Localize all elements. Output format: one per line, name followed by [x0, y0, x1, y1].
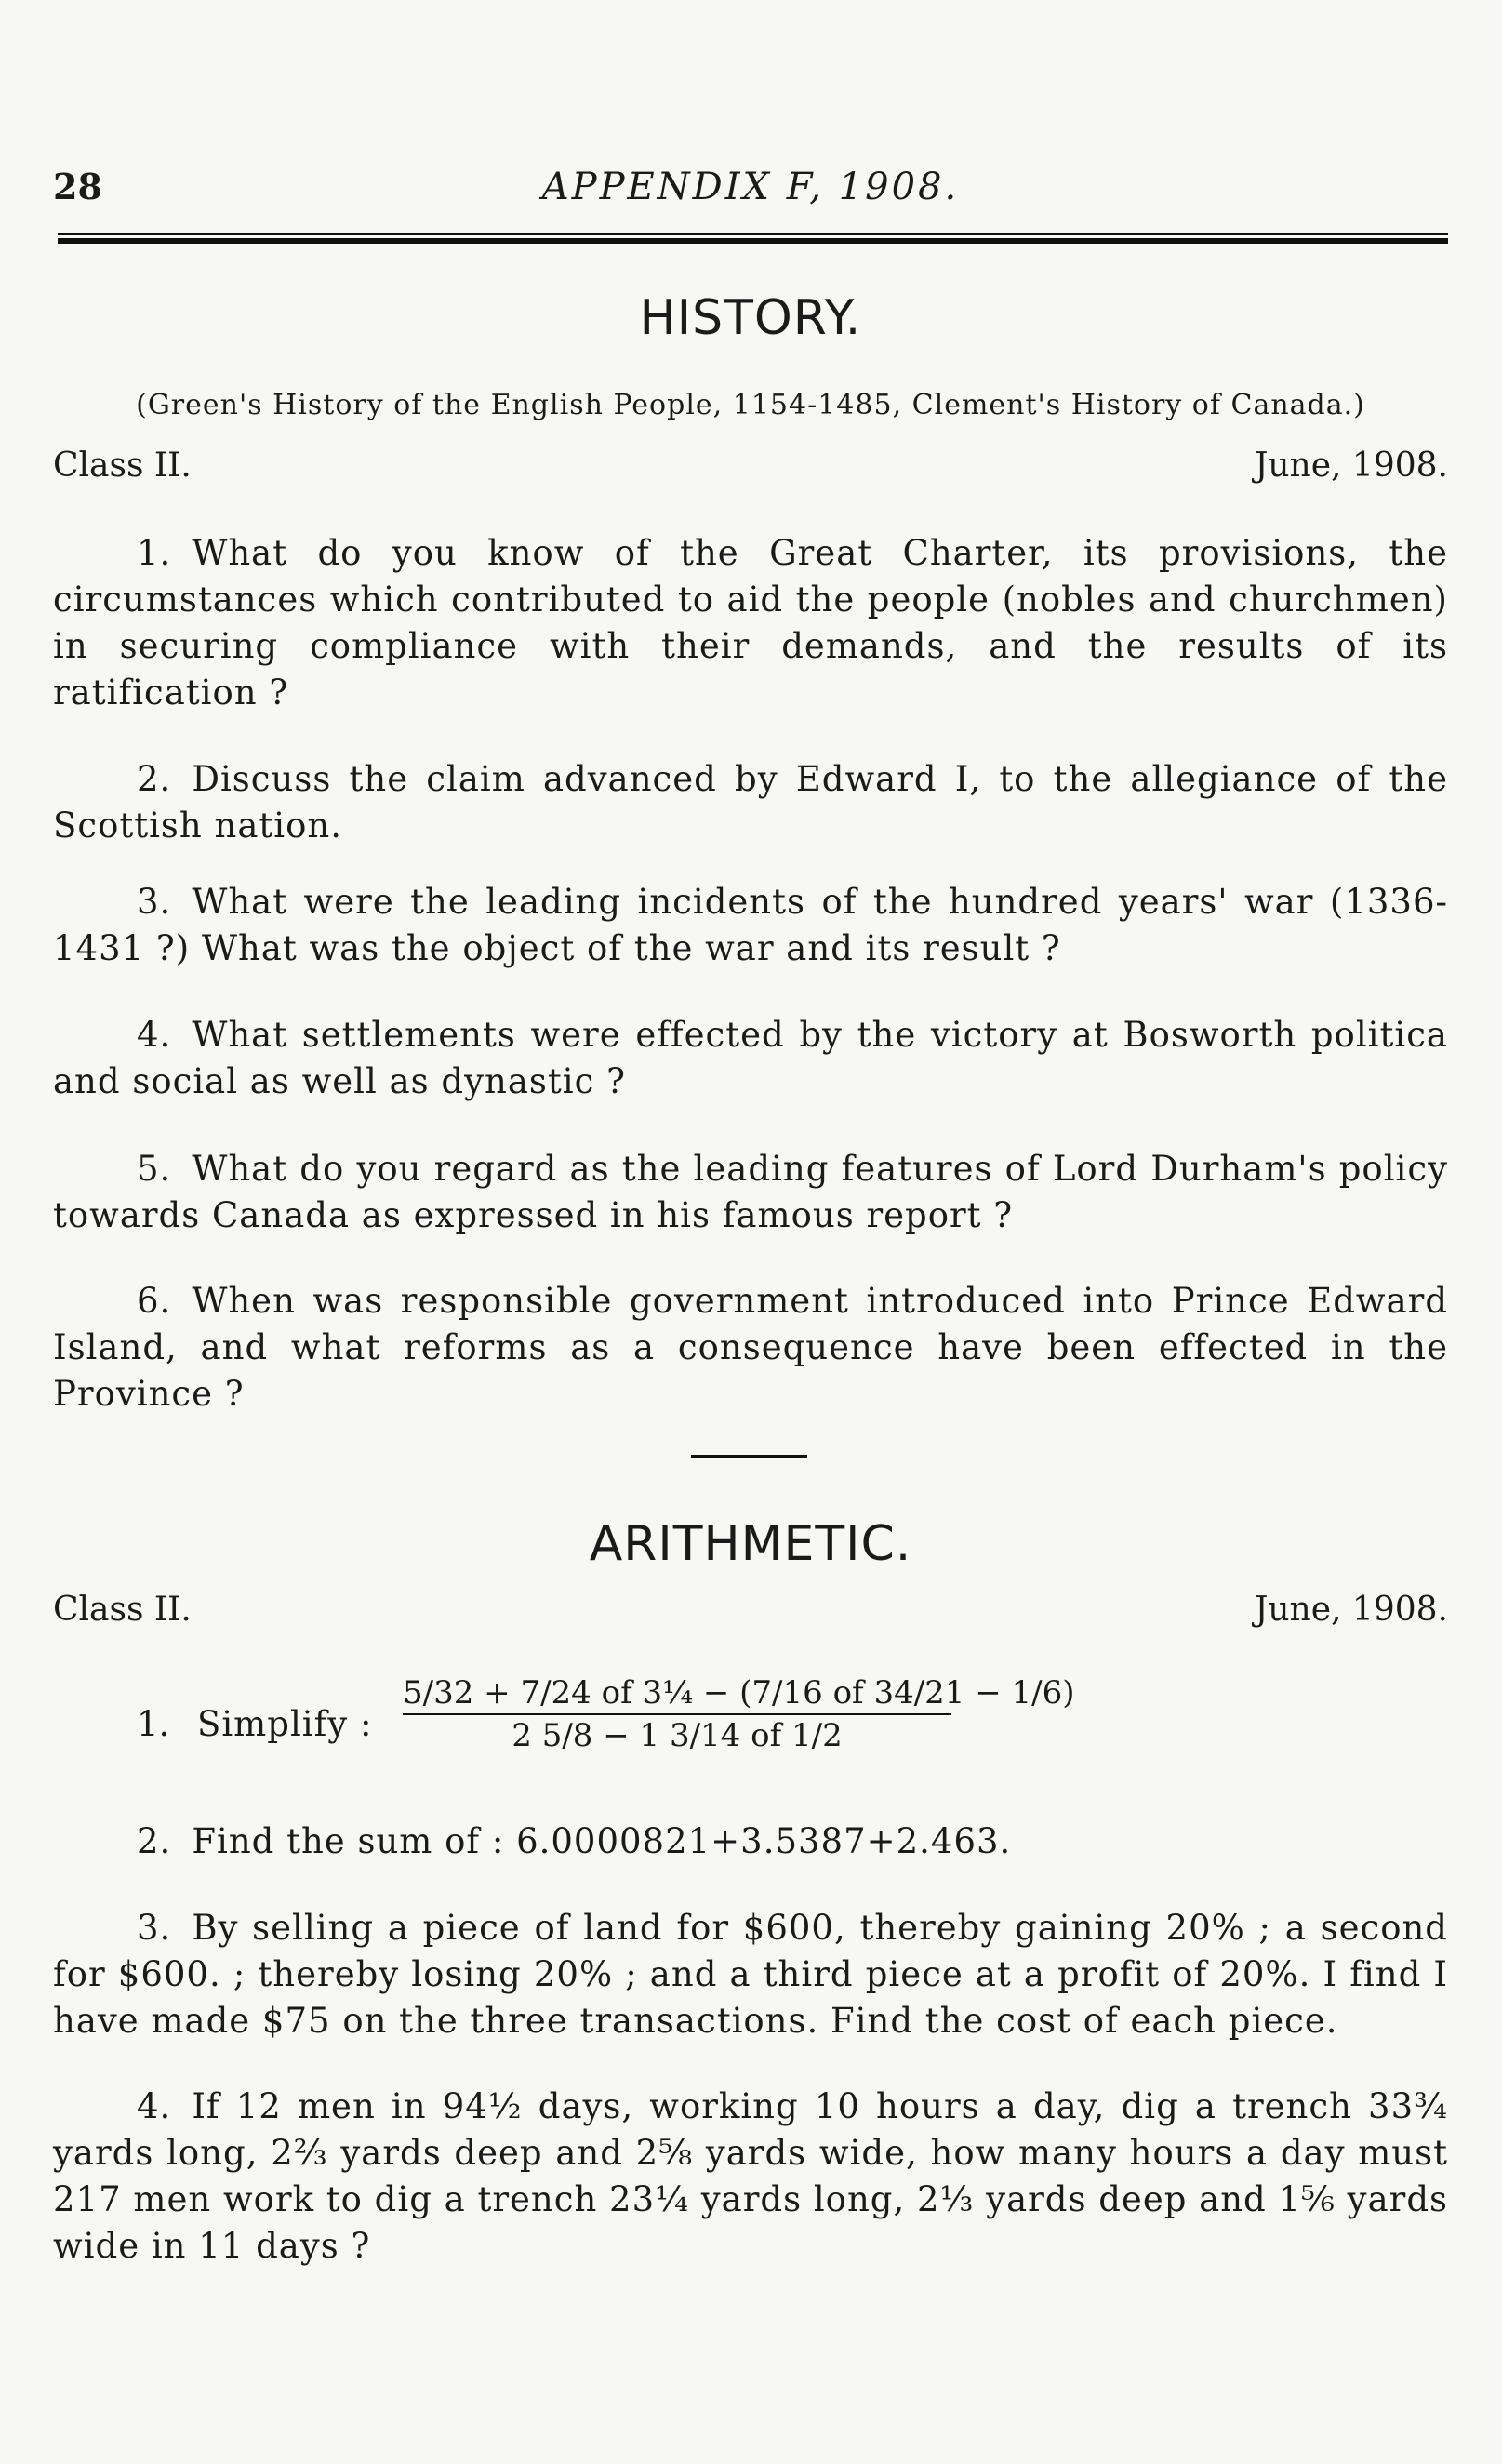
fraction-denominator: 2 5/8 − 1 3/14 of 1/2 [512, 1717, 843, 1754]
question-text: What were the leading incidents of the hundred years' war (1336-1431 ?) What was the object of the war and its result ? [53, 882, 1448, 968]
running-title: APPENDIX F, 1908. [541, 166, 960, 208]
header-double-rule [58, 233, 1448, 244]
fraction-numerator: 5/32 + 7/24 of 3¼ − (7/16 of 34/21 − 1/6) [403, 1674, 951, 1715]
document-page [53, 0, 1448, 2464]
arithmetic-question-2 [53, 1818, 1448, 1865]
question-number: 2. [137, 759, 172, 799]
history-class-label: Class II. [53, 446, 192, 485]
simplify-label: Simplify : [197, 1704, 373, 1744]
arithmetic-question-1 [53, 1674, 1448, 1786]
arithmetic-date: June, 1908. [1254, 1591, 1448, 1629]
compound-fraction [403, 1674, 1075, 1754]
page-number: 28 [53, 166, 102, 207]
arithmetic-title: ARITHMETIC. [589, 1516, 912, 1572]
question-number: 1. [137, 1704, 170, 1744]
question-text: Discuss the claim advanced by Edward I, to the allegiance of the Scottish nation. [53, 759, 1448, 846]
arithmetic-class-label: Class II. [53, 1591, 192, 1629]
history-question-6 [53, 1278, 1448, 1418]
history-question-4 [53, 1012, 1448, 1105]
question-number: 6. [137, 1281, 172, 1321]
question-text: What do you know of the Great Charter, its provisions, the circumstances which contributed to aid the people (nobles and churchmen) in securing compliance with their demands, and the results of its ratification ? [53, 533, 1448, 713]
history-question-1 [53, 530, 1448, 716]
history-question-2 [53, 756, 1448, 849]
question-text: What settlements were effected by the victory at Bosworth politica and social as well as dynastic ? [53, 1015, 1448, 1101]
arithmetic-question-3 [53, 1905, 1448, 2044]
question-number: 4. [137, 1015, 172, 1055]
question-text: By selling a piece of land for $600, thereby gaining 20% ; a second for $600. ; thereby losing 20% ; and a third piece at a profit of 20%. I find I have made $75 on the three transactions. Find the cost of each piece. [53, 1908, 1448, 2041]
question-number: 3. [137, 882, 172, 922]
question-text: When was responsible government introduced into Prince Edward Island, and what reforms as a consequence have been effected in the Province ? [53, 1281, 1448, 1414]
history-date: June, 1908. [1254, 446, 1448, 485]
history-sources: (Green's History of the English People, 1154-1485, Clement's History of Canada.) [136, 389, 1365, 421]
question-number: 5. [137, 1149, 172, 1189]
history-title: HISTORY. [639, 290, 862, 346]
question-text: If 12 men in 94½ days, working 10 hours a day, dig a trench 33¾ yards long, 2⅔ yards deep and 2⅝ yards wide, how many hours a day must 217 men work to dig a trench 23¼ yards long, 2⅓ yards deep and 1⅚ yards wide in 11 days ? [53, 2086, 1448, 2266]
running-head [53, 166, 1448, 221]
history-question-5 [53, 1146, 1448, 1239]
arithmetic-question-4 [53, 2084, 1448, 2270]
question-text: What do you regard as the leading features of Lord Durham's policy towards Canada as expressed in his famous report ? [53, 1149, 1448, 1235]
question-number: 2. [137, 1821, 172, 1861]
section-divider [691, 1455, 807, 1458]
history-question-3 [53, 879, 1448, 972]
question-number: 3. [137, 1908, 172, 1948]
question-number: 1. [137, 533, 172, 573]
question-text: Find the sum of : 6.0000821+3.5387+2.463. [192, 1821, 1012, 1861]
question-number: 4. [137, 2086, 172, 2126]
